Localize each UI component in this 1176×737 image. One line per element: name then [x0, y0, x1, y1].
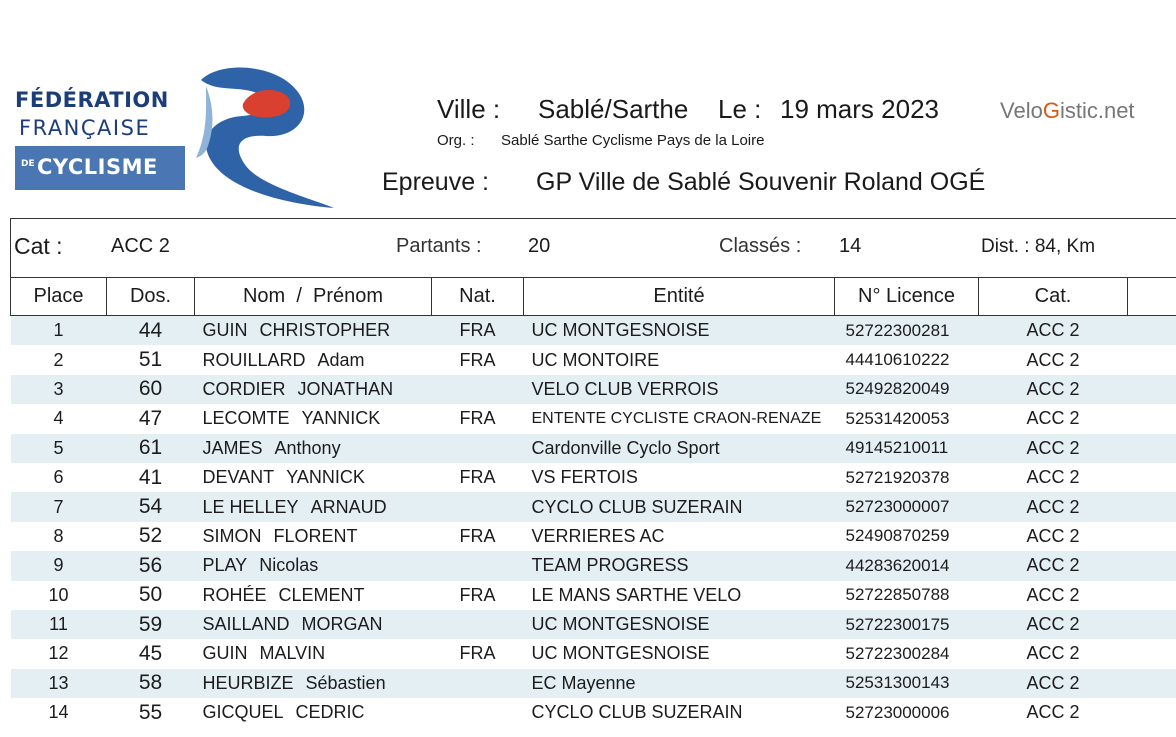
date-label: Le :	[718, 94, 762, 124]
nationality-cell: FRA	[459, 584, 496, 605]
logo-text-cyclisme: CYCLISME	[37, 155, 158, 179]
last-name: LECOMTE	[202, 408, 290, 429]
entity-cell: VELO CLUB VERROIS	[524, 375, 835, 404]
licence-cell: 52531420053	[845, 408, 950, 428]
col-header-name	[195, 278, 432, 316]
first-name: MALVIN	[259, 643, 326, 664]
first-name: CHRISTOPHER	[259, 320, 391, 341]
extra-cell	[1128, 404, 1176, 433]
ville-value: Sablé/Sarthe	[538, 94, 689, 124]
dossard-cell: 41	[138, 465, 163, 489]
distance: Dist. : 84, Km	[981, 236, 1096, 257]
extra-cell	[1128, 492, 1176, 521]
last-name: LE HELLEY	[202, 496, 299, 517]
last-name: GUIN	[202, 320, 248, 341]
dossard-cell: 47	[138, 406, 163, 430]
name-cell	[195, 639, 432, 668]
dossard-cell: 59	[107, 610, 195, 639]
licence-cell: 44410610222	[845, 350, 950, 370]
brand-part-2: G	[1042, 98, 1060, 123]
velogistic-brand	[1000, 98, 1135, 124]
extra-cell	[1128, 316, 1176, 346]
place-cell: 2	[53, 349, 64, 370]
nationality-cell: FRA	[459, 525, 496, 546]
table-row	[11, 375, 1176, 404]
dossard-cell: 58	[107, 669, 195, 698]
first-name: Nicolas	[259, 555, 319, 576]
col-header-cat: Cat.	[979, 278, 1128, 316]
results-table	[10, 218, 1176, 727]
dossard-cell: 52	[138, 524, 163, 548]
licence-cell: 52490870259	[845, 526, 950, 546]
licence-cell: 52722300281	[835, 316, 979, 346]
table-row	[11, 639, 1176, 668]
licence-cell: 52723000006	[845, 702, 950, 722]
first-name: Adam	[317, 349, 365, 370]
col-header-licence: N° Licence	[835, 278, 979, 316]
classes-label: Classés :	[719, 235, 802, 257]
licence-cell: 52722300175	[835, 610, 979, 639]
table-row	[11, 492, 1176, 521]
col-header-entite: Entité	[524, 278, 835, 316]
first-name: CEDRIC	[295, 702, 365, 723]
table-row	[11, 610, 1176, 639]
last-name: SIMON	[202, 525, 262, 546]
place-cell: 3	[11, 375, 107, 404]
first-name: Sébastien	[305, 672, 386, 693]
org-value: Sablé Sarthe Cyclisme Pays de la Loire	[501, 132, 765, 149]
table-row	[11, 698, 1176, 727]
entity-cell: ENTENTE CYCLISTE CRAON-RENAZE	[531, 409, 822, 427]
table-row	[11, 522, 1176, 551]
category-cell: ACC 2	[979, 375, 1128, 404]
place-cell: 1	[11, 316, 107, 346]
table-row	[11, 551, 1176, 580]
nationality-cell: FRA	[432, 316, 524, 346]
name-cell	[195, 492, 432, 521]
licence-cell: 44283620014	[835, 551, 979, 580]
category-cell: ACC 2	[979, 492, 1128, 521]
table-row	[11, 669, 1176, 698]
dossard-cell: 45	[138, 641, 163, 665]
category-cell: ACC 2	[979, 610, 1128, 639]
logo-swoosh-red	[243, 90, 290, 118]
summary-row	[11, 219, 1176, 278]
partants-label: Partants :	[396, 235, 482, 257]
category-cell: ACC 2	[1026, 584, 1080, 605]
last-name: PLAY	[202, 555, 248, 576]
cat-value: ACC 2	[111, 235, 170, 257]
last-name: JAMES	[202, 437, 263, 458]
entity-cell: TEAM PROGRESS	[524, 551, 835, 580]
logo-text-federation: FÉDÉRATION	[15, 88, 169, 112]
last-name: ROUILLARD	[202, 349, 306, 370]
dossard-cell: 56	[107, 551, 195, 580]
column-header-row	[11, 278, 1176, 316]
extra-cell	[1128, 639, 1176, 668]
place-cell: 5	[11, 434, 107, 463]
name-cell	[195, 375, 432, 404]
ville-label: Ville :	[437, 94, 501, 124]
extra-cell	[1128, 698, 1176, 727]
name-cell	[195, 316, 432, 346]
entity-cell: CYCLO CLUB SUZERAIN	[524, 492, 835, 521]
col-header-extra	[1128, 278, 1176, 316]
first-name: YANNICK	[286, 467, 365, 488]
category-cell: ACC 2	[1026, 467, 1080, 488]
name-cell	[195, 698, 432, 727]
name-cell	[195, 551, 432, 580]
last-name: HEURBIZE	[202, 672, 294, 693]
name-cell	[195, 404, 432, 433]
place-cell: 9	[11, 551, 107, 580]
nationality-cell: FRA	[459, 349, 496, 370]
first-name: JONATHAN	[297, 378, 394, 399]
place-cell: 8	[53, 525, 64, 546]
entity-cell: Cardonville Cyclo Sport	[524, 434, 835, 463]
place-cell: 7	[11, 492, 107, 521]
date-value: 19 mars 2023	[780, 94, 939, 124]
licence-cell: 52721920378	[845, 467, 950, 487]
extra-cell	[1128, 610, 1176, 639]
col-header-sep: /	[296, 285, 302, 307]
first-name: CLEMENT	[278, 584, 365, 605]
extra-cell	[1128, 463, 1176, 492]
category-cell: ACC 2	[979, 669, 1128, 698]
table-row	[11, 581, 1176, 610]
last-name: ROHÉE	[202, 584, 267, 605]
table-row	[11, 434, 1176, 463]
nationality-cell	[432, 434, 524, 463]
first-name: ARNAUD	[310, 496, 387, 517]
place-cell: 12	[48, 643, 69, 664]
licence-cell: 49145210011	[835, 434, 979, 463]
entity-cell: EC Mayenne	[524, 669, 835, 698]
entity-cell: UC MONTGESNOISE	[531, 643, 710, 664]
place-cell: 11	[11, 610, 107, 639]
category-cell: ACC 2	[1026, 525, 1080, 546]
nationality-cell: FRA	[459, 467, 496, 488]
nationality-cell	[432, 698, 524, 727]
col-header-dos: Dos.	[107, 278, 195, 316]
category-cell: ACC 2	[1026, 702, 1080, 723]
dossard-cell: 54	[107, 492, 195, 521]
extra-cell	[1128, 669, 1176, 698]
name-cell	[195, 522, 432, 551]
extra-cell	[1128, 345, 1176, 374]
classes-value: 14	[839, 235, 862, 257]
dossard-cell: 44	[107, 316, 195, 346]
last-name: DEVANT	[202, 467, 275, 488]
nationality-cell	[432, 492, 524, 521]
licence-cell: 52723000007	[835, 492, 979, 521]
first-name: YANNICK	[301, 408, 381, 429]
brand-part-3: istic.net	[1059, 98, 1135, 123]
category-cell: ACC 2	[979, 551, 1128, 580]
summary-cell	[11, 219, 1176, 278]
dossard-cell: 50	[138, 583, 163, 607]
category-cell: ACC 2	[1026, 643, 1080, 664]
entity-cell: VERRIERES AC	[531, 525, 665, 546]
licence-cell: 52492820049	[835, 375, 979, 404]
extra-cell	[1128, 375, 1176, 404]
licence-cell: 52531300143	[835, 669, 979, 698]
place-cell: 6	[53, 467, 64, 488]
table-row	[11, 404, 1176, 433]
nationality-cell	[432, 375, 524, 404]
dossard-cell: 60	[107, 375, 195, 404]
nationality-cell: FRA	[459, 408, 496, 429]
first-name: Anthony	[274, 437, 341, 458]
cat-label: Cat :	[14, 233, 63, 259]
nationality-cell: FRA	[459, 643, 496, 664]
name-cell	[195, 345, 432, 374]
dossard-cell: 61	[107, 434, 195, 463]
col-header-place: Place	[11, 278, 107, 316]
entity-cell: LE MANS SARTHE VELO	[531, 584, 742, 605]
logo-swoosh-blue	[201, 68, 334, 209]
place-cell: 10	[48, 584, 69, 605]
nationality-cell	[432, 610, 524, 639]
name-cell	[195, 463, 432, 492]
name-cell	[195, 581, 432, 610]
place-cell: 14	[48, 702, 69, 723]
name-cell	[195, 610, 432, 639]
last-name: GICQUEL	[202, 702, 284, 723]
category-cell: ACC 2	[979, 434, 1128, 463]
col-header-nat: Nat.	[432, 278, 524, 316]
last-name: GUIN	[202, 643, 248, 664]
logo-text-de: DE	[21, 159, 35, 169]
extra-cell	[1128, 522, 1176, 551]
dossard-cell: 51	[138, 348, 163, 372]
entity-cell: UC MONTGESNOISE	[524, 610, 835, 639]
licence-cell: 52722850788	[845, 585, 950, 605]
dossard-cell: 55	[138, 700, 163, 724]
place-cell: 4	[53, 408, 64, 429]
category-cell: ACC 2	[1026, 408, 1080, 429]
name-cell	[195, 669, 432, 698]
category-cell: ACC 2	[1026, 349, 1080, 370]
brand-part-1: Velo	[1000, 98, 1043, 123]
entity-cell: UC MONTOIRE	[531, 349, 660, 370]
extra-cell	[1128, 581, 1176, 610]
partants-value: 20	[528, 235, 551, 257]
extra-cell	[1128, 551, 1176, 580]
last-name: SAILLAND	[202, 614, 290, 635]
entity-cell: VS FERTOIS	[531, 467, 638, 488]
table-row	[11, 316, 1176, 346]
epreuve-label: Epreuve :	[382, 168, 490, 196]
entity-cell: CYCLO CLUB SUZERAIN	[531, 702, 743, 723]
name-cell	[195, 434, 432, 463]
table-row	[11, 345, 1176, 374]
nationality-cell	[432, 669, 524, 698]
first-name: MORGAN	[301, 614, 383, 635]
table-row	[11, 463, 1176, 492]
org-label: Org. :	[437, 132, 475, 149]
extra-cell	[1128, 434, 1176, 463]
first-name: FLORENT	[273, 525, 358, 546]
col-header-nom: Nom	[242, 285, 286, 307]
col-header-prenom: Prénom	[313, 285, 384, 307]
licence-cell: 52722300284	[845, 643, 950, 663]
entity-cell: UC MONTGESNOISE	[524, 316, 835, 346]
category-cell: ACC 2	[979, 316, 1128, 346]
epreuve-value: GP Ville de Sablé Souvenir Roland OGÉ	[536, 168, 986, 196]
logo-text-francaise: FRANÇAISE	[19, 116, 151, 140]
last-name: CORDIER	[202, 378, 286, 399]
nationality-cell	[432, 551, 524, 580]
place-cell: 13	[11, 669, 107, 698]
